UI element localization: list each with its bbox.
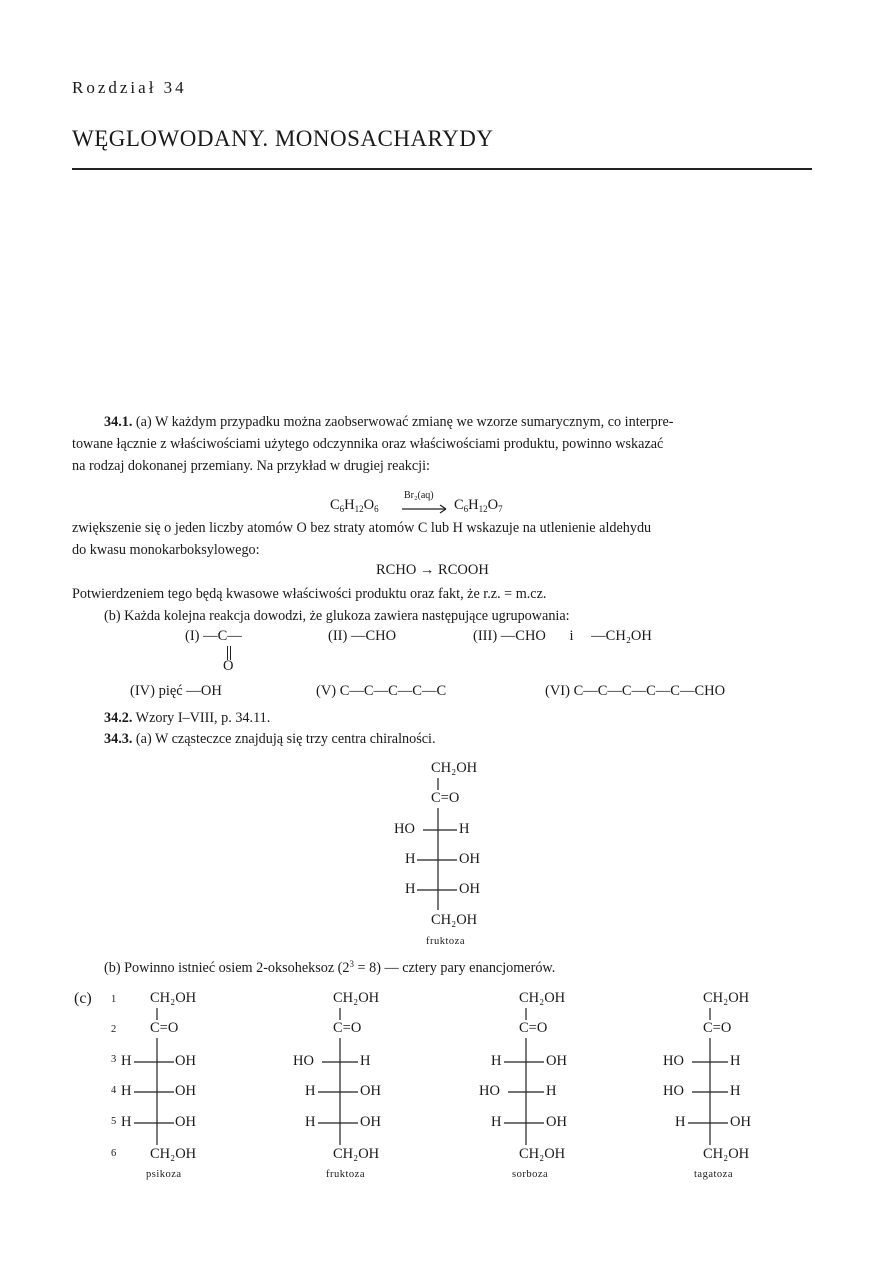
- row-number: 3: [111, 1054, 117, 1065]
- row-number: 6: [111, 1148, 117, 1159]
- fischer-carbonyl: C=O: [431, 790, 460, 806]
- text-line: Wzory I–VIII, p. 34.11.: [135, 710, 271, 726]
- reactant-formula: $C_6H_{12}O_6$: [330, 497, 379, 514]
- chapter-title: WĘGLOWODANY. MONOSACHARYDY: [72, 126, 494, 151]
- fischer-left-4: HO: [663, 1083, 684, 1099]
- row-number: 4: [111, 1085, 117, 1096]
- fischer-name: fruktoza: [326, 1169, 365, 1180]
- fischer-right-3: H: [730, 1053, 741, 1069]
- fischer-right-5: OH: [459, 881, 480, 897]
- fischer-right-5: OH: [175, 1114, 196, 1130]
- group-iii-ch2oh: —CH₂OH: [591, 628, 652, 644]
- fischer-bottom: CH₂OH: [333, 1146, 380, 1162]
- part-c-label: (c): [74, 990, 92, 1007]
- fischer-left-4: H: [121, 1083, 132, 1099]
- fischer-carbonyl: C=O: [519, 1020, 548, 1036]
- fischer-carbonyl: C=O: [703, 1020, 732, 1036]
- group-iii: [473, 628, 652, 645]
- fischer-left-4: HO: [479, 1083, 500, 1099]
- product-formula: $C_6H_{12}O_7$: [454, 497, 503, 514]
- fischer-right-4: H: [730, 1083, 741, 1099]
- fischer-top: CH₂OH: [150, 990, 197, 1006]
- fischer-projection-main: [385, 760, 515, 950]
- fischer-name: tagatoza: [694, 1169, 733, 1180]
- exponent: 3: [349, 959, 354, 969]
- group-i-oxygen: O: [223, 658, 234, 674]
- fischer-projection-sorboza: [476, 990, 606, 1185]
- section-34-2: [104, 707, 270, 729]
- fischer-bottom: CH₂OH: [431, 912, 478, 928]
- paragraph-34-1a: [72, 411, 814, 433]
- fischer-left-5: H: [405, 881, 416, 897]
- row-number: 5: [111, 1116, 117, 1127]
- fischer-right-4: H: [546, 1083, 557, 1099]
- text-line: do kwasu monokarboksylowego:: [72, 542, 260, 558]
- text-line: = 8) — cztery pary enancjomerów.: [354, 960, 556, 976]
- text-line: towane łącznie z właściwościami użytego odczynnika oraz właściwościami produktu, powinno wskazać: [72, 436, 664, 452]
- fischer-left-3: H: [121, 1053, 132, 1069]
- fischer-right-3: OH: [546, 1053, 567, 1069]
- fischer-projection-fruktoza: [290, 990, 420, 1185]
- group-iv: (IV) pięć —OH: [130, 683, 222, 699]
- paragraph-34-1-cont: [72, 517, 814, 561]
- fischer-right-4: OH: [360, 1083, 381, 1099]
- fischer-right-5: OH: [730, 1114, 751, 1130]
- fischer-right-5: OH: [360, 1114, 381, 1130]
- reagent-label: Br₂(aq): [404, 490, 434, 501]
- fischer-left-5: H: [121, 1114, 132, 1130]
- fischer-right-4: OH: [459, 851, 480, 867]
- text-line: na rodzaj dokonanej przemiany. Na przykład w drugiej reakcji:: [72, 458, 430, 474]
- fischer-carbonyl: C=O: [333, 1020, 362, 1036]
- fischer-bottom: CH₂OH: [703, 1146, 750, 1162]
- fischer-right-4: OH: [175, 1083, 196, 1099]
- fischer-right-5: OH: [546, 1114, 567, 1130]
- fischer-top: CH₂OH: [519, 990, 566, 1006]
- fischer-name: sorboza: [512, 1169, 549, 1180]
- fischer-left-3: HO: [394, 821, 415, 837]
- chapter-label: Rozdział 34: [72, 78, 187, 97]
- fischer-right-3: H: [459, 821, 470, 837]
- row-number: 1: [111, 994, 117, 1005]
- fischer-left-4: H: [405, 851, 416, 867]
- fischer-left-3: HO: [663, 1053, 684, 1069]
- group-v: [316, 683, 446, 700]
- fischer-top: CH₂OH: [333, 990, 380, 1006]
- section-number: 34.1.: [104, 414, 133, 430]
- fischer-bottom: CH₂OH: [150, 1146, 197, 1162]
- fischer-right-3: H: [360, 1053, 371, 1069]
- group-iii-and: i: [569, 628, 574, 644]
- fischer-left-3: HO: [293, 1053, 314, 1069]
- fischer-top: CH₂OH: [703, 990, 750, 1006]
- group-iii-label: (III) —CHO: [473, 628, 546, 644]
- text-line: (a) W cząsteczce znajdują się trzy centra chiralności.: [135, 731, 436, 747]
- section-34-3: [104, 728, 436, 750]
- title-rule: [72, 168, 812, 170]
- fischer-projection-tagatoza: [660, 990, 790, 1185]
- text-line: (b) Powinno istnieć osiem 2-oksoheksoz (2: [104, 960, 350, 976]
- group-vi: (VI) C—C—C—C—C—CHO: [545, 683, 726, 699]
- text-line: Potwierdzeniem tego będą kwasowe właściwości produktu oraz fakt, że r.z. = m.cz.: [72, 586, 547, 602]
- fischer-left-5: H: [675, 1114, 686, 1130]
- fischer-left-5: H: [305, 1114, 316, 1130]
- text-line: zwiększenie się o jeden liczby atomów O bez straty atomów C lub H wskazuje na utlenienie aldehydu: [72, 520, 652, 536]
- section-number: 34.2.: [104, 710, 133, 726]
- section-number: 34.3.: [104, 731, 133, 747]
- text-line: (a) W każdym przypadku można zaobserwować zmianę we wzorze sumarycznym, co interpre-: [135, 414, 674, 430]
- fischer-carbonyl: C=O: [150, 1020, 179, 1036]
- row-number: 2: [111, 1024, 117, 1035]
- fischer-name: psikoza: [146, 1169, 182, 1180]
- paragraph-34-1-end: [72, 583, 814, 627]
- fischer-left-3: H: [491, 1053, 502, 1069]
- group-v-label: (V) C—C—C—C—C: [316, 683, 447, 699]
- fischer-right-3: OH: [175, 1053, 196, 1069]
- group-ii: (II) —CHO: [328, 628, 397, 644]
- aldehyde-oxidation: RCHO → RCOOH: [376, 562, 489, 578]
- fischer-top: CH₂OH: [431, 760, 478, 776]
- group-i-label: (I) —C—: [185, 628, 242, 644]
- group-i: [185, 628, 242, 674]
- fischer-name: fruktoza: [426, 936, 465, 947]
- fischer-left-5: H: [491, 1114, 502, 1130]
- fischer-projection-psikoza: [116, 990, 246, 1185]
- fischer-left-4: H: [305, 1083, 316, 1099]
- paragraph-34-3b: [104, 957, 555, 979]
- text-line: (b) Każda kolejna reakcja dowodzi, że glukoza zawiera następujące ugrupowania:: [104, 608, 570, 624]
- section-34-1: [72, 411, 814, 477]
- fischer-bottom: CH₂OH: [519, 1146, 566, 1162]
